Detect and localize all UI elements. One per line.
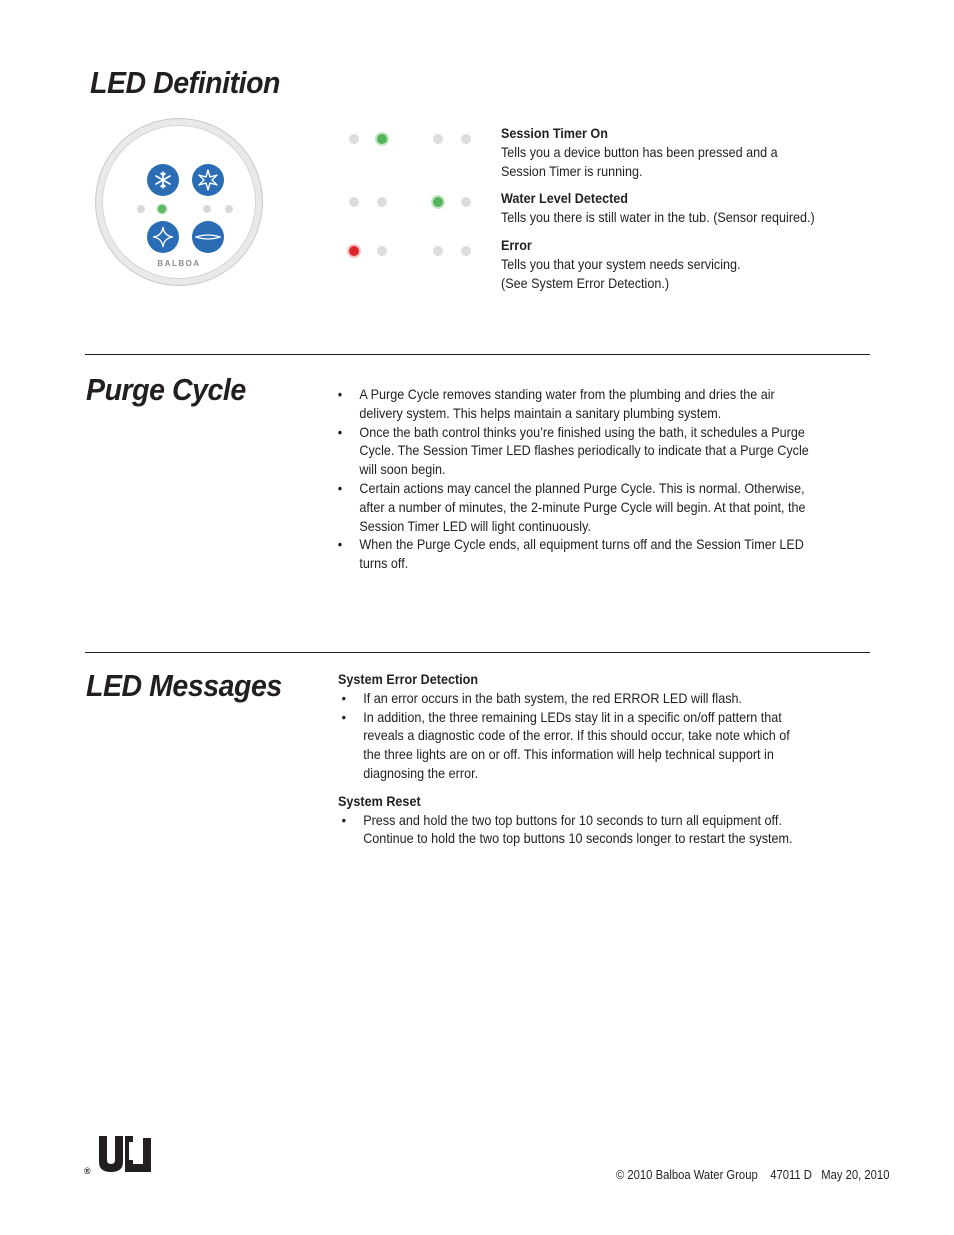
- led-definition-title: Session Timer On: [501, 125, 608, 141]
- led-indicator: [377, 197, 387, 207]
- minus-icon: [195, 232, 221, 242]
- led-definition-item: [501, 124, 825, 180]
- led-indicator: [349, 134, 359, 144]
- footer-copyright: © 2010 Balboa Water Group 47011 D May 20, 2010: [616, 1168, 890, 1182]
- jets-button-icon: [192, 164, 224, 196]
- section-title-purge-cycle: Purge Cycle: [86, 372, 246, 407]
- panel-led-3: [203, 205, 211, 213]
- panel-brand-logo: BALBOA: [157, 259, 201, 268]
- section-divider: [85, 652, 870, 653]
- control-panel-illustration: [95, 118, 263, 286]
- ul-recognized-component-logo-icon: [85, 1132, 157, 1178]
- led-indicator: [377, 134, 387, 144]
- led-definition-title: Error: [501, 237, 532, 253]
- registered-mark: ®: [84, 1166, 91, 1176]
- snowflake-button-icon: [147, 164, 179, 196]
- bullet-line: the three lights are on or off. This information will help technical support in: [363, 746, 774, 763]
- led-definition-text: Tells you a device button has been pressed and a: [501, 143, 778, 160]
- bullet-line: reveals a diagnostic code of the error. If this should occur, take note which of: [363, 727, 790, 744]
- led-definition-text: Tells you that your system needs servicing.: [501, 255, 741, 272]
- bullet-line: • Once the bath control thinks you’re finished using the bath, it schedules a Purge: [359, 423, 805, 440]
- bullet-item: [340, 811, 815, 849]
- bullet-line: • Certain actions may cancel the planned Purge Cycle. This is normal. Otherwise,: [359, 479, 805, 496]
- bullet-item: [336, 479, 813, 535]
- snowflake-icon: [153, 170, 173, 190]
- led-indicator: [433, 197, 443, 207]
- bullet-item: [336, 385, 813, 423]
- led-indicator: [377, 246, 387, 256]
- section-divider: [85, 354, 870, 355]
- bullet-item: [336, 535, 813, 573]
- bullet-line: turns off.: [359, 555, 409, 572]
- led-definition-item: [501, 236, 825, 292]
- led-definition-text: Tells you there is still water in the tub. (Sensor required.): [501, 208, 815, 225]
- bullet-line: delivery system. This helps maintain a sanitary plumbing system.: [359, 404, 722, 421]
- bullet-line: • Press and hold the two top buttons for 10 seconds to turn all equipment off.: [363, 811, 782, 828]
- bullet-line: • A Purge Cycle removes standing water from the plumbing and dries the air: [359, 386, 775, 402]
- bullet-line: • If an error occurs in the bath system, the red ERROR LED will flash.: [363, 689, 743, 706]
- section-title-led-messages: LED Messages: [86, 668, 282, 703]
- led-indicator: [349, 197, 359, 207]
- bullet-line: Continue to hold the two top buttons 10 seconds longer to restart the system.: [363, 830, 793, 847]
- led-messages-content: [338, 670, 815, 848]
- star-jets-icon: [197, 169, 219, 191]
- minus-button-icon: [192, 221, 224, 253]
- subheading-system-reset: System Reset: [338, 792, 421, 809]
- bullet-line: • When the Purge Cycle ends, all equipment turns off and the Session Timer LED: [359, 536, 804, 553]
- bullet-item: [336, 423, 813, 479]
- led-definition-text: Session Timer is running.: [501, 162, 643, 179]
- led-indicator: [461, 246, 471, 256]
- plus-button-icon: [147, 221, 179, 253]
- bullet-line: Cycle. The Session Timer LED flashes periodically to indicate that a Purge Cycle: [359, 442, 809, 459]
- bullet-line: Session Timer LED will light continuously.: [359, 517, 591, 534]
- bullet-line: after a number of minutes, the 2-minute Purge Cycle will begin. At that point, the: [359, 498, 806, 515]
- bullet-item: [340, 708, 815, 783]
- led-indicator: [461, 134, 471, 144]
- panel-led-1: [137, 205, 145, 213]
- bullet-line: diagnosing the error.: [363, 764, 479, 781]
- section-title-led-definition: LED Definition: [90, 65, 281, 100]
- bullet-line: will soon begin.: [359, 461, 446, 478]
- led-definition-title: Water Level Detected: [501, 190, 628, 206]
- bullet-line: • In addition, the three remaining LEDs stay lit in a specific on/off pattern that: [363, 708, 782, 725]
- led-indicator: [433, 246, 443, 256]
- led-indicator: [461, 197, 471, 207]
- plus-icon: [152, 226, 174, 248]
- subheading-system-error-detection: System Error Detection: [338, 671, 479, 687]
- purge-cycle-list: [336, 385, 813, 573]
- panel-led-4: [225, 205, 233, 213]
- led-indicator: [433, 134, 443, 144]
- led-indicator: [349, 246, 359, 256]
- bullet-item: [340, 689, 815, 708]
- led-definition-item: [501, 189, 843, 227]
- panel-led-2: [158, 205, 166, 213]
- led-definition-text: (See System Error Detection.): [501, 274, 670, 291]
